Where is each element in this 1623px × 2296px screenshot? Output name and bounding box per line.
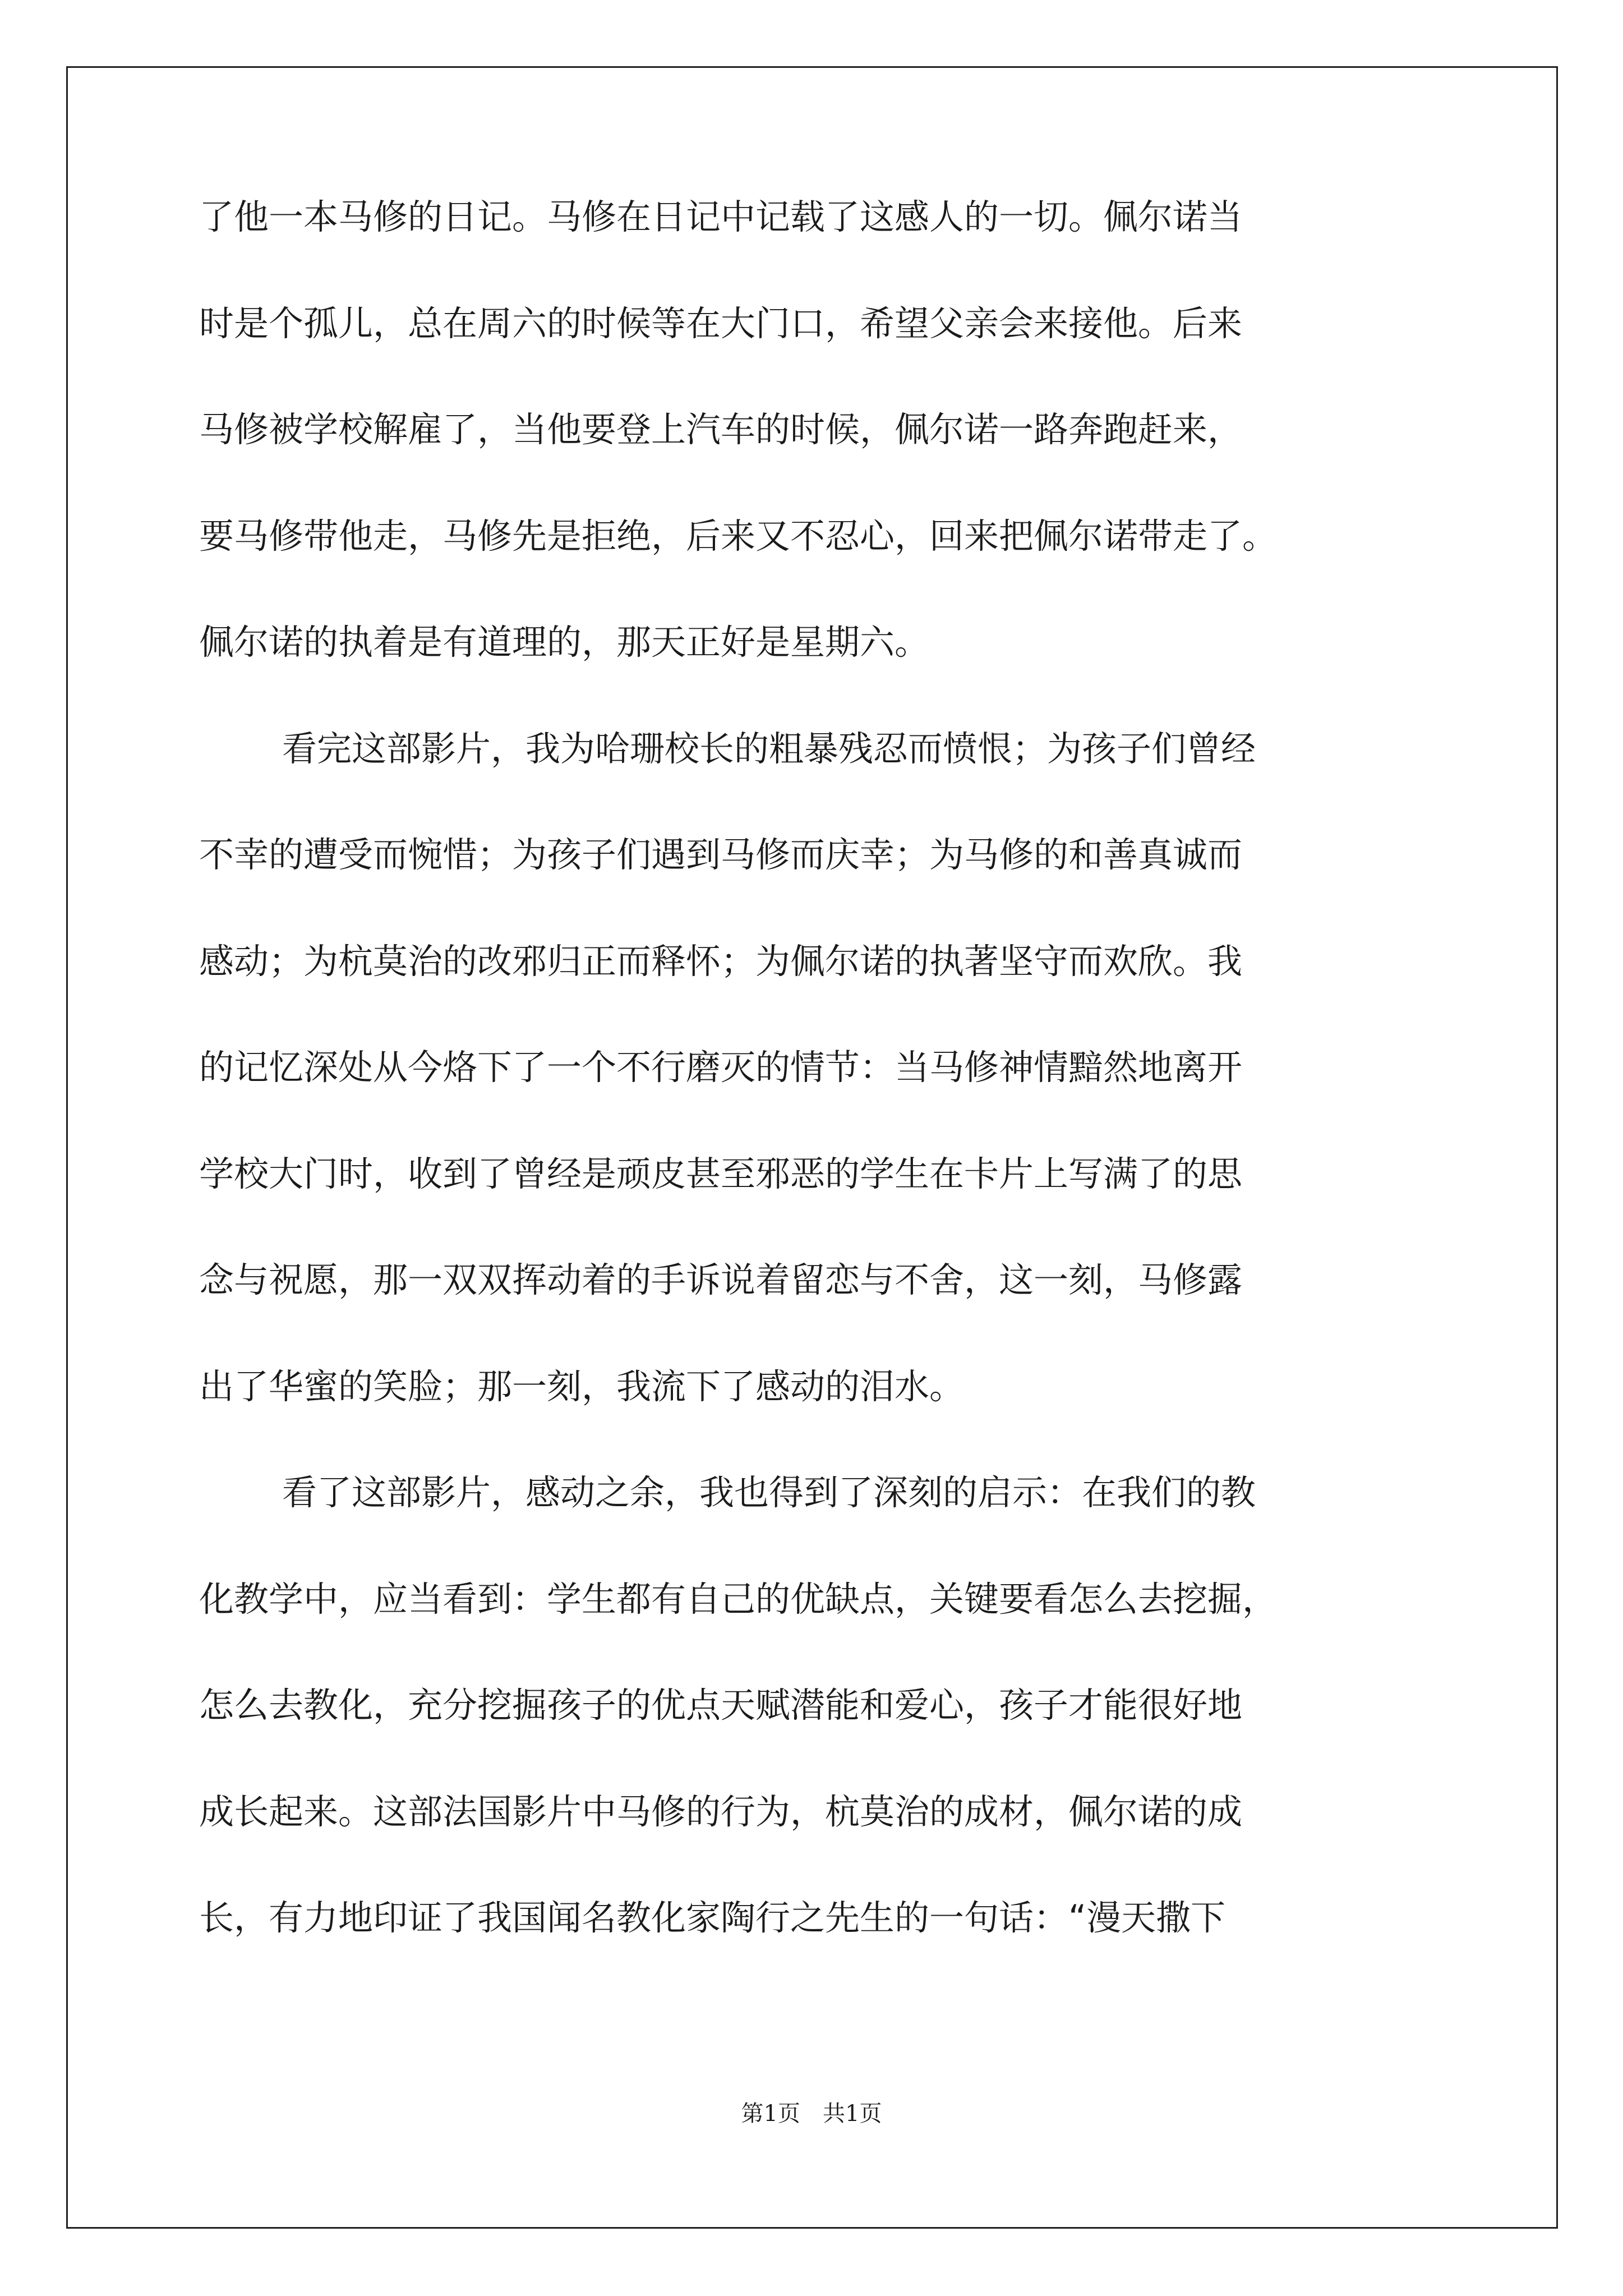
- paragraph-3: [199, 1466, 1433, 1944]
- text-line: 看了这部影片，感动之余，我也得到了深刻的启示：在我们的教: [282, 1472, 1256, 1513]
- text-line: 不幸的遭受而惋惜；为孩子们遇到马修而庆幸；为马修的和善真诚而: [199, 834, 1243, 875]
- text-line: 马修被学校解雇了，当他要登上汽车的时候，佩尔诺一路奔跑赶来，: [199, 409, 1243, 450]
- page-footer: 第1页 共1页: [741, 2101, 882, 2127]
- text-line: 长，有力地印证了我国闻名教化家陶行之先生的一句话：“漫天撒下: [199, 1897, 1226, 1938]
- text-line: 怎么去教化，充分挖掘孩子的优点天赋潜能和爱心，孩子才能很好地: [199, 1685, 1243, 1726]
- document-body: [199, 191, 1433, 1998]
- text-line: 佩尔诺的执着是有道理的，那天正好是星期六。: [199, 622, 930, 662]
- text-line: 学校大门时，收到了曾经是顽皮甚至邪恶的学生在卡片上写满了的思: [199, 1153, 1243, 1194]
- paragraph-1: [199, 191, 1433, 669]
- text-line: 化教学中，应当看到：学生都有自己的优缺点，关键要看怎么去挖掘，: [199, 1578, 1278, 1619]
- text-line: 的记忆深处从今烙下了一个不行磨灭的情节：当马修神情黯然地离开: [199, 1047, 1243, 1088]
- text-line: 看完这部影片，我为哈珊校长的粗暴残忍而愤恨；为孩子们曾经: [282, 728, 1256, 769]
- text-line: 念与祝愿，那一双双挥动着的手诉说着留恋与不舍，这一刻，马修露: [199, 1259, 1243, 1300]
- paragraph-2: [199, 723, 1433, 1413]
- text-line: 时是个孤儿，总在周六的时候等在大门口，希望父亲会来接他。后来: [199, 302, 1243, 344]
- text-line: 出了华蜜的笑脸；那一刻，我流下了感动的泪水。: [199, 1365, 965, 1407]
- text-line: 要马修带他走，马修先是拒绝，后来又不忍心，回来把佩尔诺带走了。: [199, 515, 1278, 556]
- text-line: 感动；为杭莫治的改邪归正而释怀；为佩尔诺的执著坚守而欢欣。我: [199, 940, 1243, 982]
- text-line: 成长起来。这部法国影片中马修的行为，杭莫治的成材，佩尔诺的成: [199, 1791, 1243, 1832]
- text-line: 了他一本马修的日记。马修在日记中记载了这感人的一切。佩尔诺当: [199, 196, 1243, 237]
